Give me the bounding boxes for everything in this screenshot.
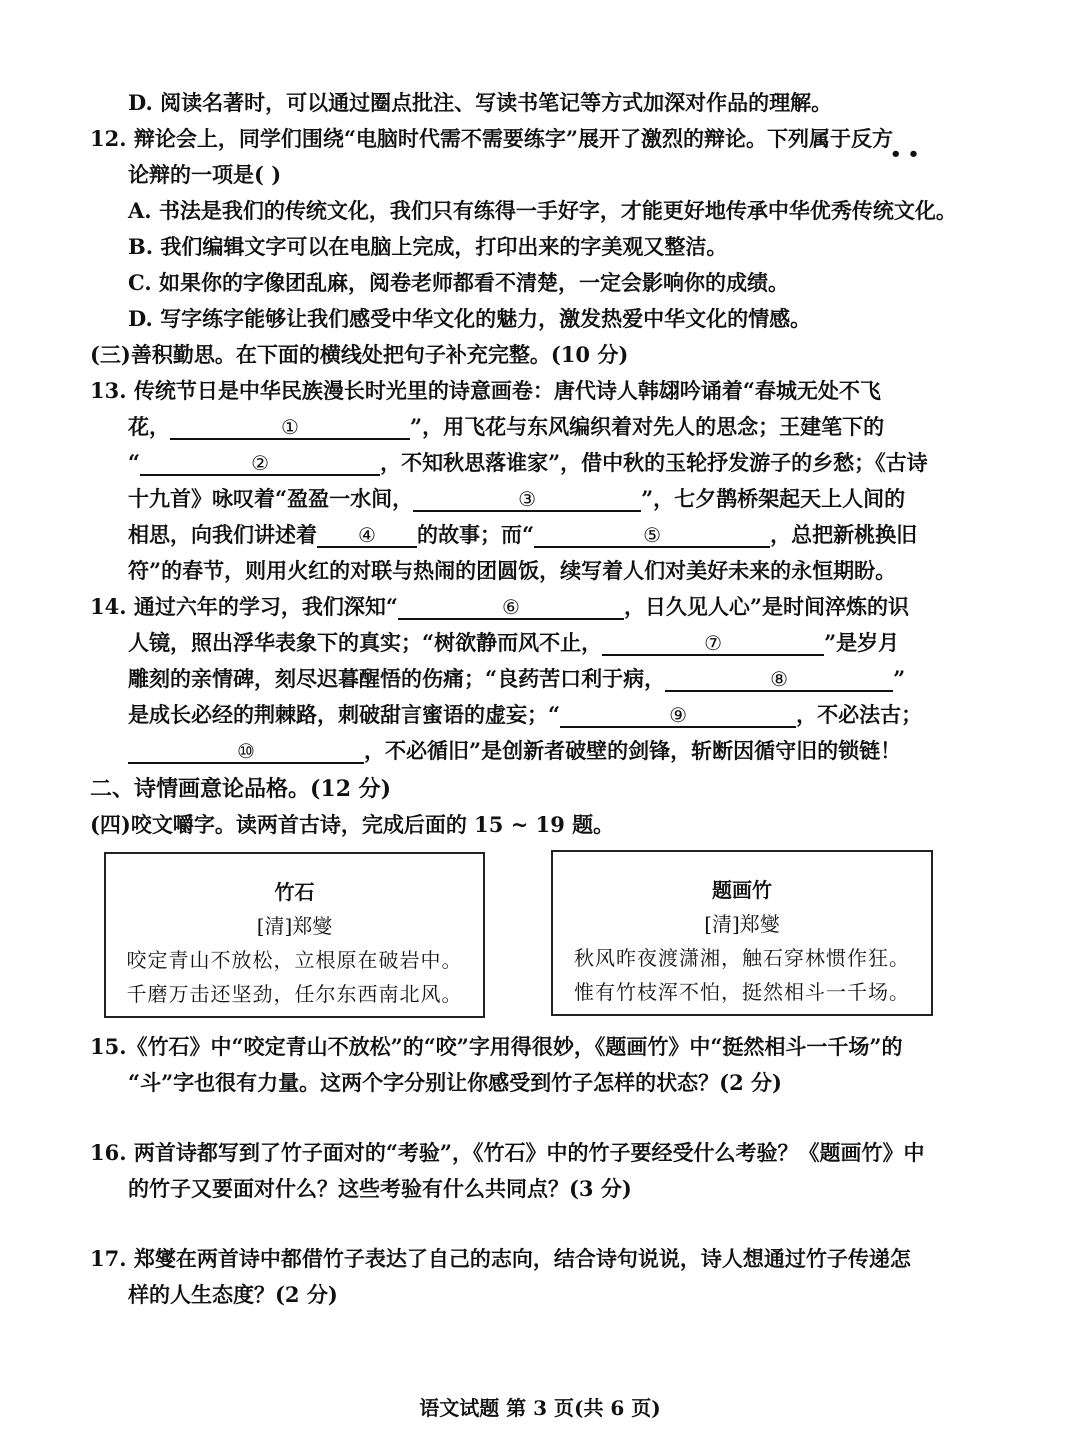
q13-line5-text-a: 相思，向我们讲述着 [128,522,317,547]
blank-4-input[interactable]: ④ [317,525,417,548]
poem2-title: 题画竹 [712,878,772,902]
blank-10-input[interactable]: ⑩ [128,741,364,764]
q16-line2: 的竹子又要面对什么？这些考验有什么共同点？(3 分) [128,1176,632,1201]
q13-line3-text-a: “ [128,450,141,475]
q14-line5-text-b: ，不必循旧”是创新者破壁的剑锋，斩断因循守旧的锁链！ [364,738,902,763]
q13-line1: 13. 传统节日是中华民族漫长时光里的诗意画卷：唐代诗人韩翃吟诵着“春城无处不飞 [90,378,881,403]
q13-line2 [128,416,884,440]
blank-6-input[interactable]: ⑥ [398,597,624,620]
part2-title: 二、诗情画意论品格。(12 分) [90,776,392,802]
q13-line4-text-a: 十九首》咏叹着“盈盈一水间， [128,486,414,511]
q14-line3-text-b: ” [893,666,906,691]
q14-line1-text-b: ，日久见人心”是时间淬炼的识 [623,594,910,619]
poem-box-zhushi [104,852,485,1018]
q13-line4-text-b: ”，七夕鹊桥架起天上人间的 [641,486,906,511]
poem2-author: [清]郑燮 [704,912,780,936]
q14-line4-text-a: 是成长必经的荆棘路，刺破甜言蜜语的虚妄；“ [128,702,561,727]
q14-line1 [90,596,909,620]
q13-line5 [128,524,917,548]
q13-line5-text-b: 的故事；而“ [417,522,535,547]
q13-line3 [128,452,928,476]
q12-option-c: C. 如果你的字像团乱麻，阅卷老师都看不清楚，一定会影响你的成绩。 [128,270,789,295]
q13-line3-text-b: ，不知秋思落谁家”，借中秋的玉轮抒发游子的乡愁；《古诗 [380,450,928,475]
q14-line2-text-a: 人镜，照出浮华表象下的真实；“树欲静而风不止， [128,630,603,655]
section3-title: (三)善积勤思。在下面的横线处把句子补充完整。(10 分) [90,342,629,367]
q12-stem-line1: 12. 辩论会上，同学们围绕“电脑时代需不需要练字”展开了激烈的辩论。下列属于反方 [90,126,894,151]
q13-line2-text-a: 花， [128,414,170,439]
q13-line5-text-c: ，总把新桃换旧 [770,522,918,547]
q13-line6: 符”的春节，则用火红的对联与热闹的团圆饭，续写着人们对美好未来的永恒期盼。 [128,558,897,583]
section4-title: (四)咬文嚼字。读两首古诗，完成后面的 15 ~ 19 题。 [90,812,615,837]
q12-option-a: A. 书法是我们的传统文化，我们只有练得一手好字，才能更好地传承中华优秀传统文化。 [128,198,957,223]
q14-line3-text-a: 雕刻的亲情碑，刻尽迟暮醒悟的伤痛；“良药苦口利于病， [128,666,666,691]
q12-stem-line2: 论辩的一项是( ) [128,162,282,187]
blank-3-input[interactable]: ③ [413,489,641,512]
q11-option-d: D. 阅读名著时，可以通过圈点批注、写读书笔记等方式加深对作品的理解。 [128,90,833,115]
q17-line1: 17. 郑燮在两首诗中都借竹子表达了自己的志向，结合诗句说说，诗人想通过竹子传递怎 [90,1246,911,1271]
q17-line2: 样的人生态度？(2 分) [128,1282,338,1307]
q16-line1: 16. 两首诗都写到了竹子面对的“考验”，《竹石》中的竹子要经受什么考验？《题画竹》中 [90,1140,925,1165]
poem1-line1: 咬定青山不放松，立根原在破岩中。 [126,948,463,972]
q12-option-b: B. 我们编辑文字可以在电脑上完成，打印出来的字美观又整洁。 [128,234,728,259]
q14-line1-text-a: 14. 通过六年的学习，我们深知“ [90,594,398,619]
poem1-line2: 千磨万击还坚劲，任尔东西南北风。 [126,982,463,1006]
q13-line4 [128,488,905,512]
q13-line2-text-b: ”，用飞花与东风编织着对先人的思念；王建笔下的 [410,414,885,439]
q12-emphasis-marks: • • [890,144,920,165]
blank-1-input[interactable]: ① [170,417,410,440]
q12-option-d: D. 写字练字能够让我们感受中华文化的魅力，激发热爱中华文化的情感。 [128,306,812,331]
q15-line2: “斗”字也很有力量。这两个字分别让你感受到竹子怎样的状态？(2 分) [128,1070,782,1095]
poem2-line1: 秋风昨夜渡潇湘，触石穿林惯作狂。 [574,946,910,970]
poem-box-tihuazhu [551,850,933,1016]
q14-line5 [128,740,901,764]
poem1-author: [清]郑燮 [256,914,333,938]
poem2-line2: 惟有竹枝浑不怕，挺然相斗一千场。 [574,980,910,1004]
q14-line2-text-b: ”是岁月 [824,630,900,655]
page-footer: 语文试题 第 3 页(共 6 页) [419,1396,661,1420]
blank-8-input[interactable]: ⑧ [665,669,893,692]
blank-9-input[interactable]: ⑨ [560,705,796,728]
poem1-title: 竹石 [274,880,315,904]
q14-line4-text-b: ，不必法古； [796,702,923,727]
blank-7-input[interactable]: ⑦ [602,633,824,656]
q14-line2 [128,632,899,656]
q15-line1: 15.《竹石》中“咬定青山不放松”的“咬”字用得很妙，《题画竹》中“挺然相斗一千场”的 [90,1034,903,1059]
blank-2-input[interactable]: ② [140,453,380,476]
blank-5-input[interactable]: ⑤ [534,525,770,548]
q14-line4 [128,704,922,728]
q14-line3 [128,668,905,692]
